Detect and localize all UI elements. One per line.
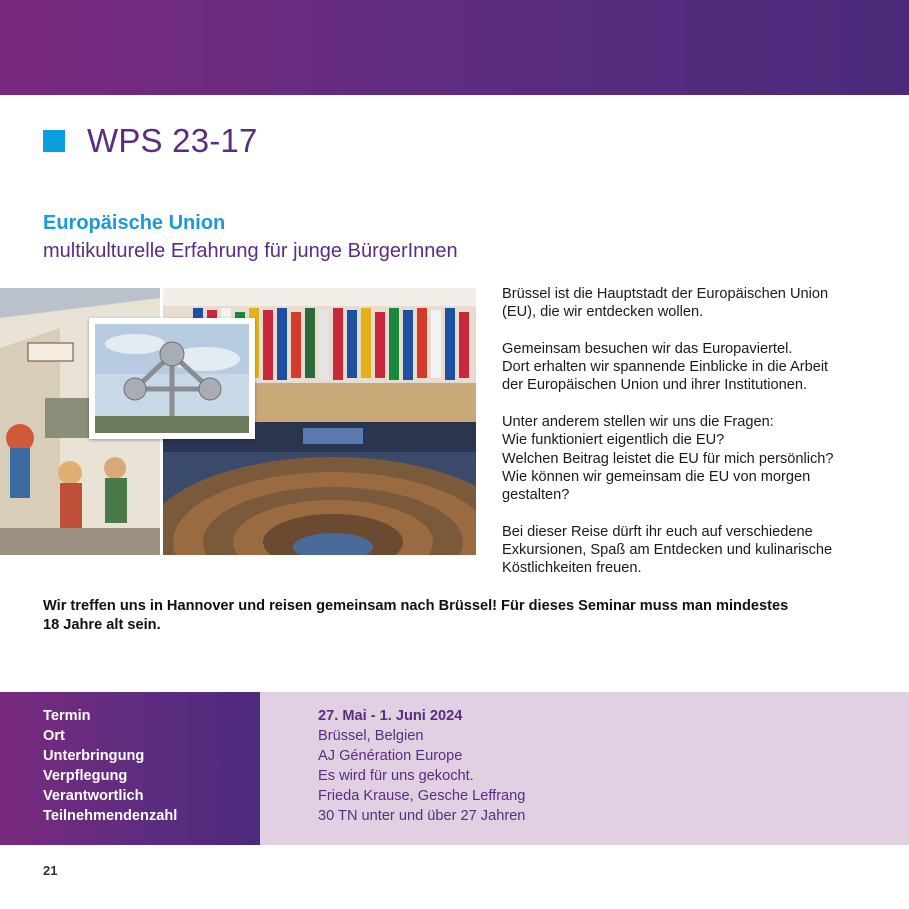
value-teilnehmendenzahl: 30 TN unter und über 27 Jahren xyxy=(318,808,526,824)
description-text xyxy=(502,285,872,596)
seminar-subtitle: multikulturelle Erfahrung für junge BürgerInnen xyxy=(43,240,458,262)
value-termin: 27. Mai - 1. Juni 2024 xyxy=(318,708,463,724)
text-line: Welchen Beitrag leistet die EU für mich persönlich? xyxy=(502,450,834,467)
text-line: Exkursionen, Spaß am Entdecken und kulinarische xyxy=(502,542,833,559)
value-verpflegung: Es wird für uns gekocht. xyxy=(318,768,474,784)
paragraph-4 xyxy=(502,523,872,578)
label-verpflegung: Verpflegung xyxy=(43,768,128,784)
seminar-code: WPS 23-17 xyxy=(87,122,258,159)
info-values xyxy=(318,706,525,826)
paragraph-2 xyxy=(502,340,872,395)
label-unterbringung: Unterbringung xyxy=(43,748,145,764)
text-line: gestalten? xyxy=(502,487,570,504)
square-bullet-icon xyxy=(43,130,65,152)
text-line: (EU), die wir entdecken wollen. xyxy=(502,304,704,321)
page-number: 21 xyxy=(43,863,58,878)
text-line: Bei dieser Reise dürft ihr euch auf verschiedene xyxy=(502,523,813,540)
header-band xyxy=(0,0,909,95)
text-line: der Europäischen Union und ihrer Institutionen. xyxy=(502,377,808,394)
text-line: Wie funktioniert eigentlich die EU? xyxy=(502,432,725,449)
closing-note xyxy=(43,597,843,635)
atomium-photo xyxy=(89,318,255,439)
text-line: Unter anderem stellen wir uns die Fragen: xyxy=(502,414,774,431)
value-verantwortlich: Frieda Krause, Gesche Leffrang xyxy=(318,788,526,804)
closing-line: Wir treffen uns in Hannover und reisen gemeinsam nach Brüssel! Für dieses Seminar muss man mindestes xyxy=(43,598,789,614)
text-line: Brüssel ist die Hauptstadt der Europäischen Union xyxy=(502,286,829,302)
label-teilnehmendenzahl: Teilnehmendenzahl xyxy=(43,808,178,824)
paragraph-3 xyxy=(502,413,872,504)
label-termin: Termin xyxy=(43,708,91,724)
text-line: Köstlichkeiten freuen. xyxy=(502,560,642,577)
seminar-code-row xyxy=(43,122,258,160)
info-labels xyxy=(43,706,177,826)
closing-line: 18 Jahre alt sein. xyxy=(43,617,161,633)
text-line: Dort erhalten wir spannende Einblicke in die Arbeit xyxy=(502,359,829,376)
paragraph-1 xyxy=(502,285,872,322)
text-line: Wie können wir gemeinsam die EU von morgen xyxy=(502,468,811,485)
label-ort: Ort xyxy=(43,728,65,744)
parliament-photo xyxy=(163,422,476,555)
value-ort: Brüssel, Belgien xyxy=(318,728,424,744)
text-line: Gemeinsam besuchen wir das Europaviertel. xyxy=(502,340,793,357)
value-unterbringung: AJ Génération Europe xyxy=(318,748,463,764)
label-verantwortlich: Verantwortlich xyxy=(43,788,144,804)
seminar-title: Europäische Union xyxy=(43,212,226,234)
